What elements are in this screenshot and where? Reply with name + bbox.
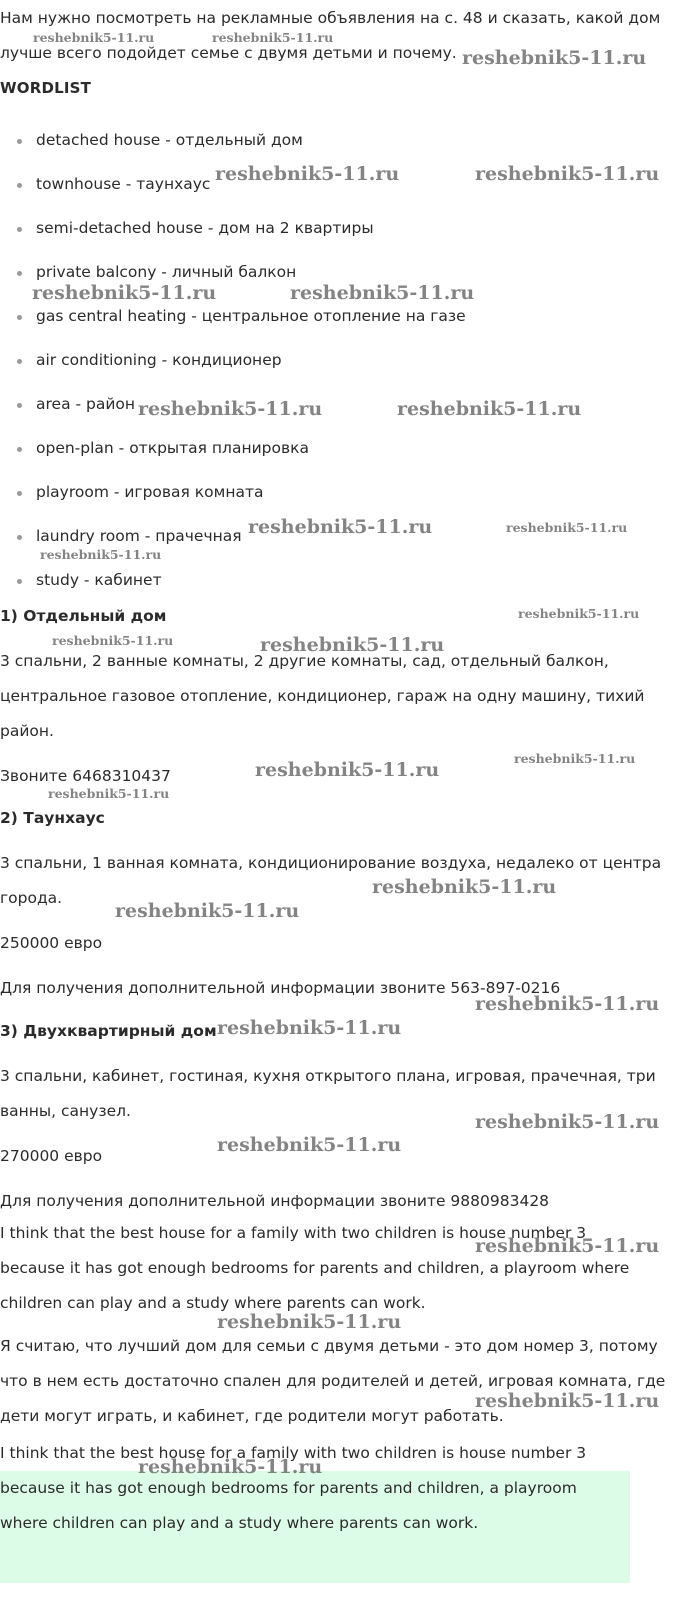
intro-line-2: лучше всего подойдет семье с двумя детьми и почему. (0, 44, 457, 62)
watermark: reshebnik5-11.ru (514, 751, 636, 766)
watermark: reshebnik5-11.ru (475, 1235, 660, 1257)
watermark: reshebnik5-11.ru (215, 163, 400, 185)
watermark: reshebnik5-11.ru (217, 1134, 402, 1156)
bullet-icon (17, 447, 22, 452)
answer-en-line-2: because it has got enough bedrooms for parents and children, a playroom where (0, 1259, 630, 1277)
house2-desc-2: города. (0, 889, 63, 907)
answer-en-line-1: I think that the best house for a family with two children is house number 3 (0, 1224, 587, 1242)
house1-desc-2: центральное газовое отопление, кондиционер, гараж на одну машину, тихий (0, 687, 645, 705)
bullet-icon (17, 579, 22, 584)
watermark: reshebnik5-11.ru (372, 876, 557, 898)
wordlist-title: WORDLIST (0, 79, 92, 97)
watermark: reshebnik5-11.ru (52, 633, 174, 648)
answer-ru-line-1: Я считаю, что лучший дом для семьи с двумя детьми - это дом номер 3, потому (0, 1337, 658, 1355)
watermark: reshebnik5-11.ru (32, 282, 217, 304)
list-item: townhouse - таунхаус (36, 175, 211, 193)
bullet-icon (17, 535, 22, 540)
answer-ru-line-2: что в нем есть достаточно спален для родителей и детей, игровая комната, где (0, 1372, 666, 1390)
bullet-icon (17, 271, 22, 276)
house2-desc-1: 3 спальни, 1 ванная комната, кондиционирование воздуха, недалеко от центра (0, 854, 662, 872)
house3-price: 270000 евро (0, 1147, 103, 1165)
watermark: reshebnik5-11.ru (40, 547, 162, 562)
bullet-icon (17, 491, 22, 496)
bullet-icon (17, 359, 22, 364)
house2-contact: Для получения дополнительной информации звоните 563-897-0216 (0, 979, 561, 997)
house1-heading: 1) Отдельный дом (0, 607, 167, 625)
list-item: private balcony - личный балкон (36, 263, 297, 281)
watermark: reshebnik5-11.ru (290, 282, 475, 304)
list-item: laundry room - прачечная (36, 527, 242, 545)
answer-highlight-line-1: I think that the best house for a family with two children is house number 3 (0, 1444, 587, 1462)
watermark: reshebnik5-11.ru (33, 30, 155, 45)
watermark: reshebnik5-11.ru (255, 759, 440, 781)
house3-desc-1: 3 спальни, кабинет, гостиная, кухня открытого плана, игровая, прачечная, три (0, 1067, 656, 1085)
watermark: reshebnik5-11.ru (518, 606, 640, 621)
house1-desc-3: район. (0, 722, 54, 740)
house2-heading: 2) Таунхаус (0, 809, 105, 827)
watermark: reshebnik5-11.ru (212, 30, 334, 45)
watermark: reshebnik5-11.ru (397, 398, 582, 420)
watermark: reshebnik5-11.ru (115, 900, 300, 922)
watermark: reshebnik5-11.ru (475, 1111, 660, 1133)
list-item: study - кабинет (36, 571, 162, 589)
watermark: reshebnik5-11.ru (48, 786, 170, 801)
list-item: semi-detached house - дом на 2 квартиры (36, 219, 374, 237)
list-item: playroom - игровая комната (36, 483, 264, 501)
list-item: air conditioning - кондиционер (36, 351, 282, 369)
house1-contact: Звоните 6468310437 (0, 767, 171, 785)
house2-price: 250000 евро (0, 934, 103, 952)
watermark: reshebnik5-11.ru (248, 516, 433, 538)
watermark: reshebnik5-11.ru (138, 1456, 323, 1478)
intro-line-1: Нам нужно посмотреть на рекламные объявления на с. 48 и сказать, какой дом (0, 9, 661, 27)
watermark: reshebnik5-11.ru (260, 634, 445, 656)
house1-desc-1: 3 спальни, 2 ванные комнаты, 2 другие комнаты, сад, отдельный балкон, (0, 652, 609, 670)
watermark: reshebnik5-11.ru (475, 1390, 660, 1412)
bullet-icon (17, 315, 22, 320)
bullet-icon (17, 183, 22, 188)
answer-highlight-line-2: because it has got enough bedrooms for parents and children, a playroom (0, 1479, 577, 1497)
list-item: open-plan - открытая планировка (36, 439, 309, 457)
answer-ru-line-3: дети могут играть, и кабинет, где родители могут работать. (0, 1407, 504, 1425)
list-item: detached house - отдельный дом (36, 131, 303, 149)
house3-desc-2: ванны, санузел. (0, 1102, 131, 1120)
watermark: reshebnik5-11.ru (506, 520, 628, 535)
house3-heading: 3) Двухквартирный дом (0, 1022, 217, 1040)
house3-contact: Для получения дополнительной информации звоните 9880983428 (0, 1192, 550, 1210)
list-item: area - район (36, 395, 136, 413)
bullet-icon (17, 139, 22, 144)
watermark: reshebnik5-11.ru (217, 1311, 402, 1333)
watermark: reshebnik5-11.ru (462, 47, 647, 69)
answer-highlight-line-3: where children can play and a study where parents can work. (0, 1514, 479, 1532)
watermark: reshebnik5-11.ru (475, 993, 660, 1015)
watermark: reshebnik5-11.ru (138, 398, 323, 420)
bullet-icon (17, 403, 22, 408)
watermark: reshebnik5-11.ru (475, 163, 660, 185)
bullet-icon (17, 227, 22, 232)
answer-en-line-3: children can play and a study where parents can work. (0, 1294, 426, 1312)
watermark: reshebnik5-11.ru (217, 1017, 402, 1039)
list-item: gas central heating - центральное отопление на газе (36, 307, 466, 325)
